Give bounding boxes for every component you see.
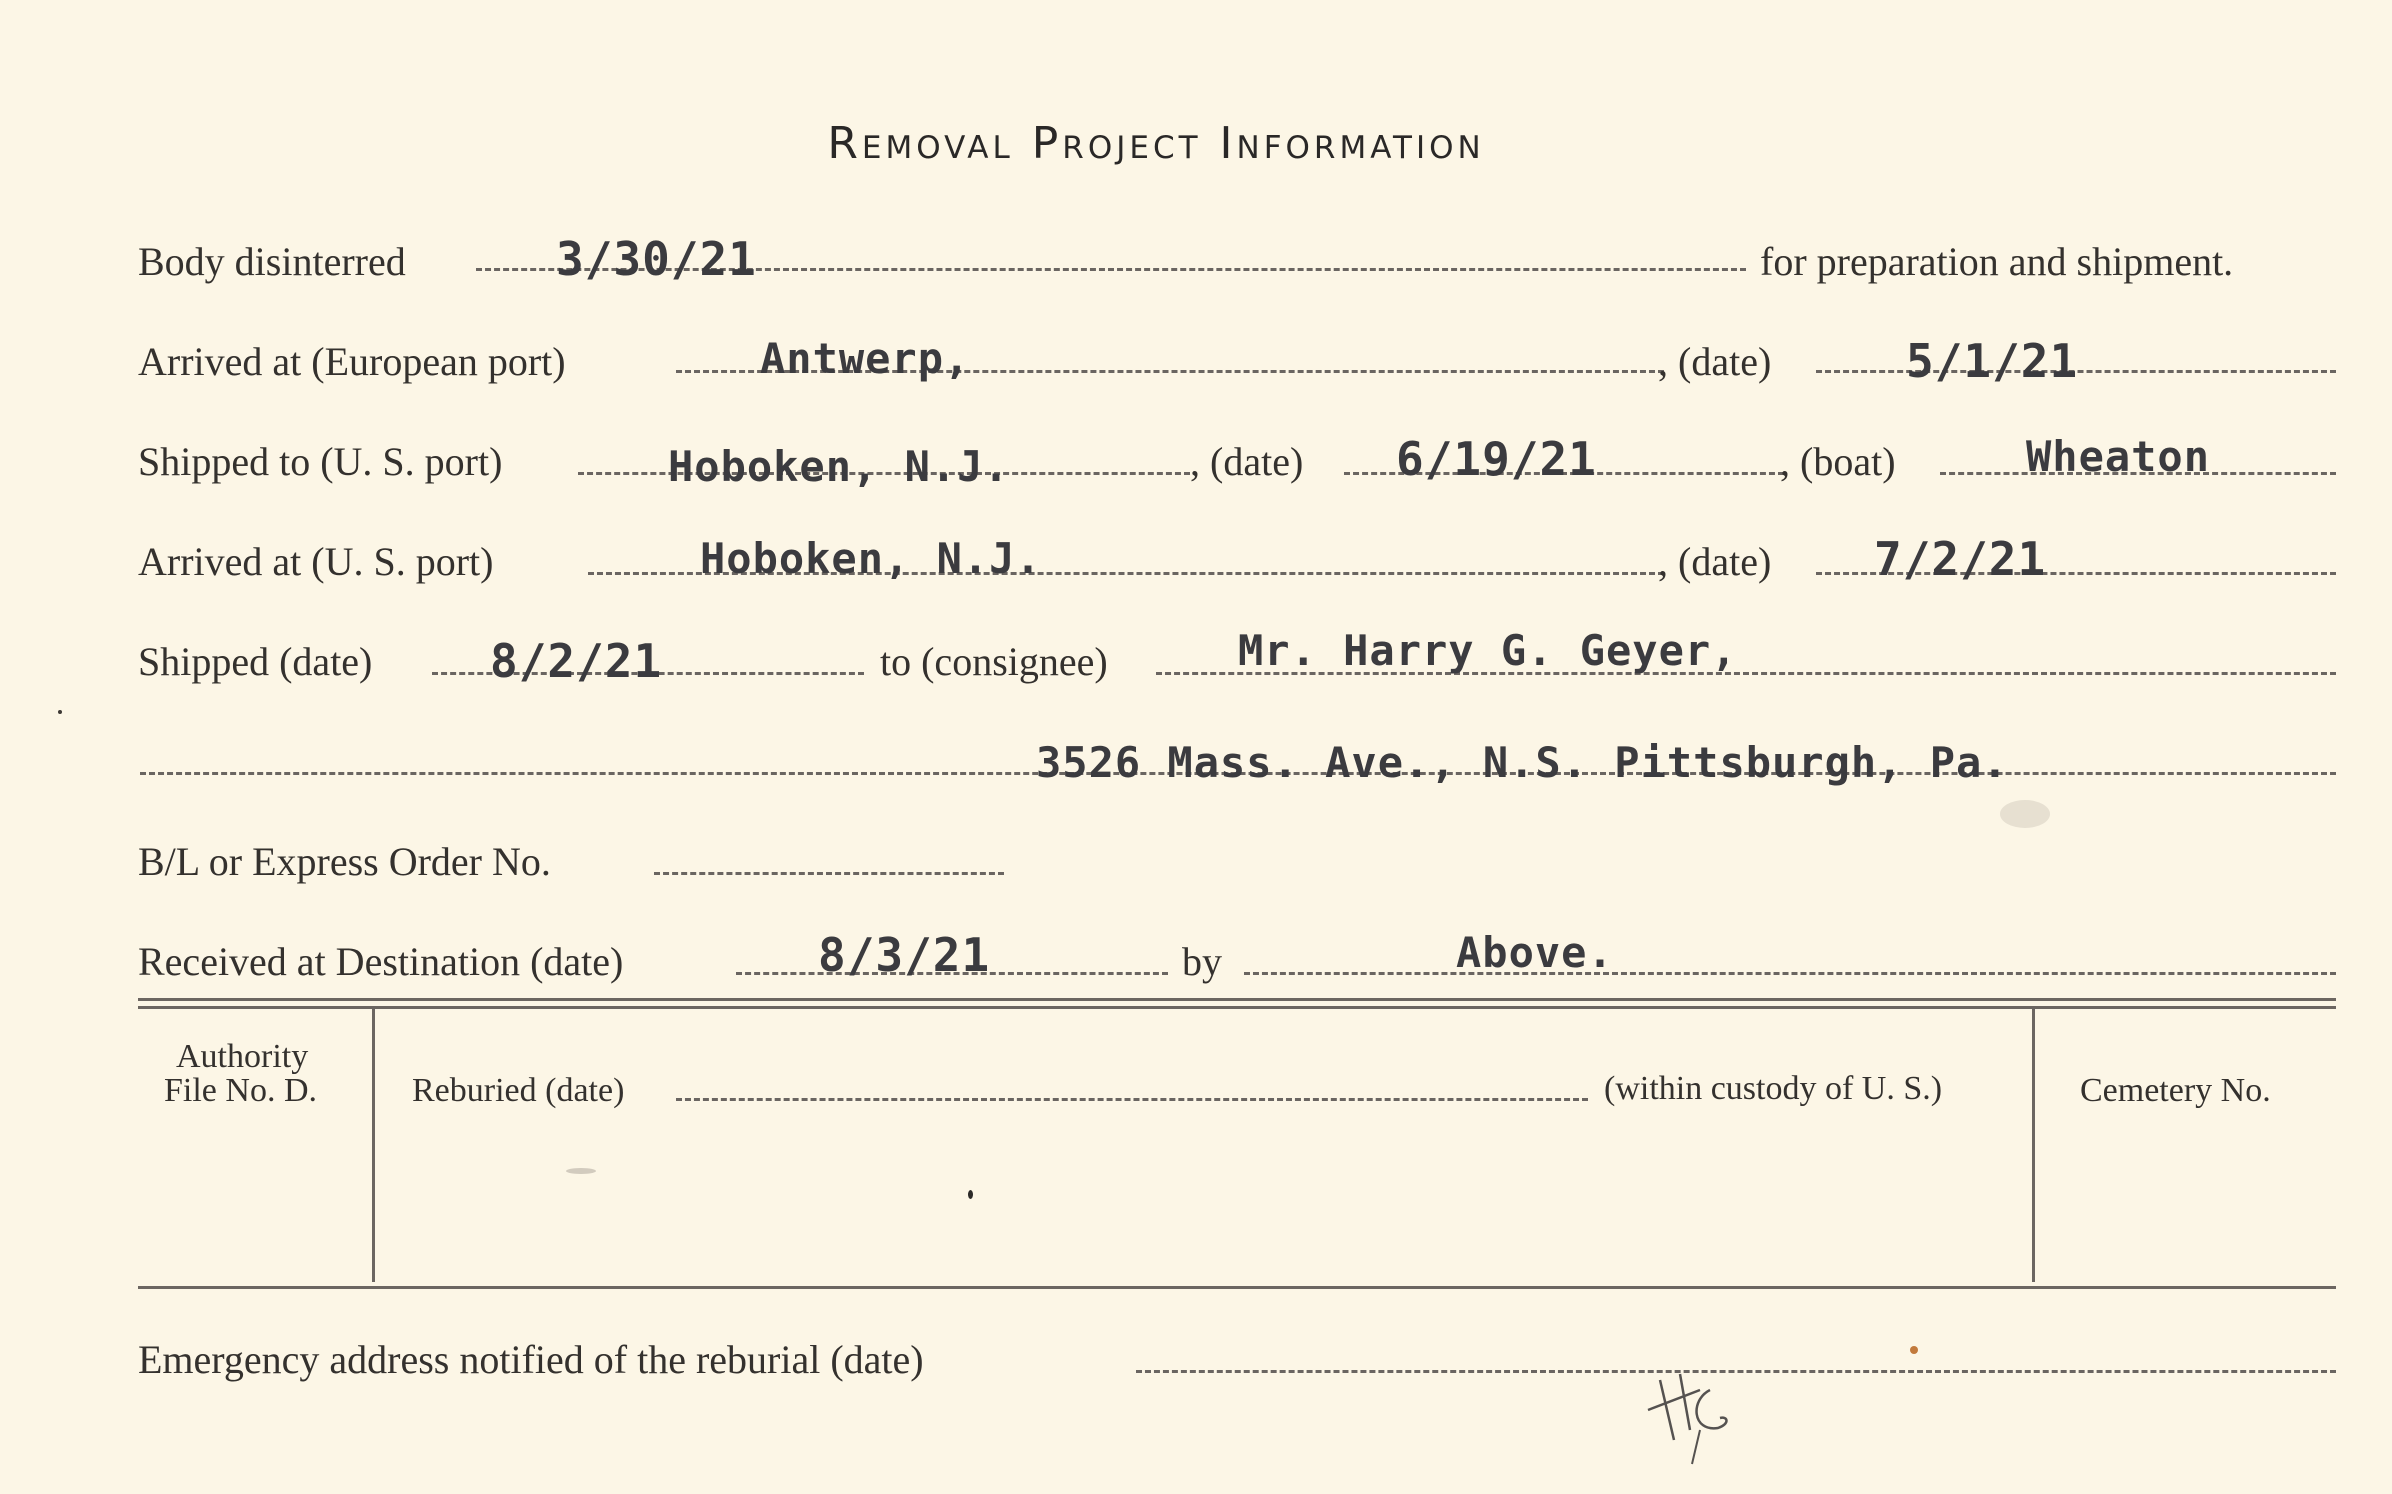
bl-line bbox=[654, 872, 1004, 875]
shipped-us-label: Shipped to (U. S. port) bbox=[138, 439, 503, 484]
table-bottom-rule bbox=[138, 1286, 2336, 1289]
european-port-date-label: , (date) bbox=[1658, 339, 1772, 384]
paper-speck bbox=[968, 1190, 973, 1199]
european-port-value[interactable]: Antwerp, bbox=[760, 334, 971, 383]
consignee-label: to (consignee) bbox=[880, 639, 1108, 684]
received-value[interactable]: 8/3/21 bbox=[818, 928, 991, 982]
cemetery-label: Cemetery No. bbox=[2080, 1072, 2271, 1109]
table-top-rule-2 bbox=[138, 1006, 2336, 1009]
arrived-us-date-label: , (date) bbox=[1658, 539, 1772, 584]
shipped-value[interactable]: 8/2/21 bbox=[490, 634, 663, 688]
reburied-line bbox=[676, 1098, 1588, 1101]
page-title: Removal Project Information bbox=[827, 118, 1485, 169]
received-by-value[interactable]: Above. bbox=[1456, 928, 1614, 977]
paper-speck bbox=[1910, 1346, 1918, 1354]
shipped-us-boat-label: , (boat) bbox=[1780, 439, 1896, 484]
table-top-rule bbox=[138, 998, 2336, 1001]
disinterred-value[interactable]: 3/30/21 bbox=[556, 232, 757, 286]
emergency-label: Emergency address notified of the reburial (date) bbox=[138, 1337, 924, 1382]
received-by-line bbox=[1244, 972, 2336, 975]
shipped-us-date-value[interactable]: 6/19/21 bbox=[1396, 432, 1597, 486]
paper-speck bbox=[58, 710, 62, 714]
bl-label: B/L or Express Order No. bbox=[138, 839, 551, 884]
arrived-us-label: Arrived at (U. S. port) bbox=[138, 539, 494, 584]
disinterred-suffix: for preparation and shipment. bbox=[1760, 239, 2234, 284]
consignee-value[interactable]: Mr. Harry G. Geyer, bbox=[1238, 626, 1738, 675]
authority-label-line2: File No. D. bbox=[164, 1072, 317, 1109]
address-value[interactable]: 3526 Mass. Ave., N.S. Pittsburgh, Pa. bbox=[1036, 738, 2009, 787]
table-divider-right bbox=[2032, 1008, 2035, 1282]
european-port-label: Arrived at (European port) bbox=[138, 339, 566, 384]
received-label: Received at Destination (date) bbox=[138, 939, 624, 984]
european-port-date-value[interactable]: 5/1/21 bbox=[1906, 334, 2079, 388]
paper-speck bbox=[2000, 800, 2050, 828]
shipped-us-date-label: , (date) bbox=[1190, 439, 1304, 484]
paper-speck bbox=[566, 1168, 596, 1174]
handwritten-initials bbox=[1640, 1360, 1750, 1470]
arrived-us-date-value[interactable]: 7/2/21 bbox=[1874, 532, 2047, 586]
custody-label: (within custody of U. S.) bbox=[1604, 1070, 1943, 1107]
arrived-us-value[interactable]: Hoboken, N.J. bbox=[700, 534, 1042, 583]
shipped-label: Shipped (date) bbox=[138, 639, 373, 684]
authority-label-line1: Authority bbox=[176, 1038, 309, 1075]
shipped-us-value[interactable]: Hoboken, N.J. bbox=[668, 442, 1010, 491]
table-divider-left bbox=[372, 1008, 375, 1282]
shipped-us-boat-value[interactable]: Wheaton bbox=[2026, 432, 2211, 481]
received-by-label: by bbox=[1182, 939, 1222, 984]
reburied-label: Reburied (date) bbox=[412, 1072, 625, 1109]
disinterred-label: Body disinterred bbox=[138, 239, 406, 284]
